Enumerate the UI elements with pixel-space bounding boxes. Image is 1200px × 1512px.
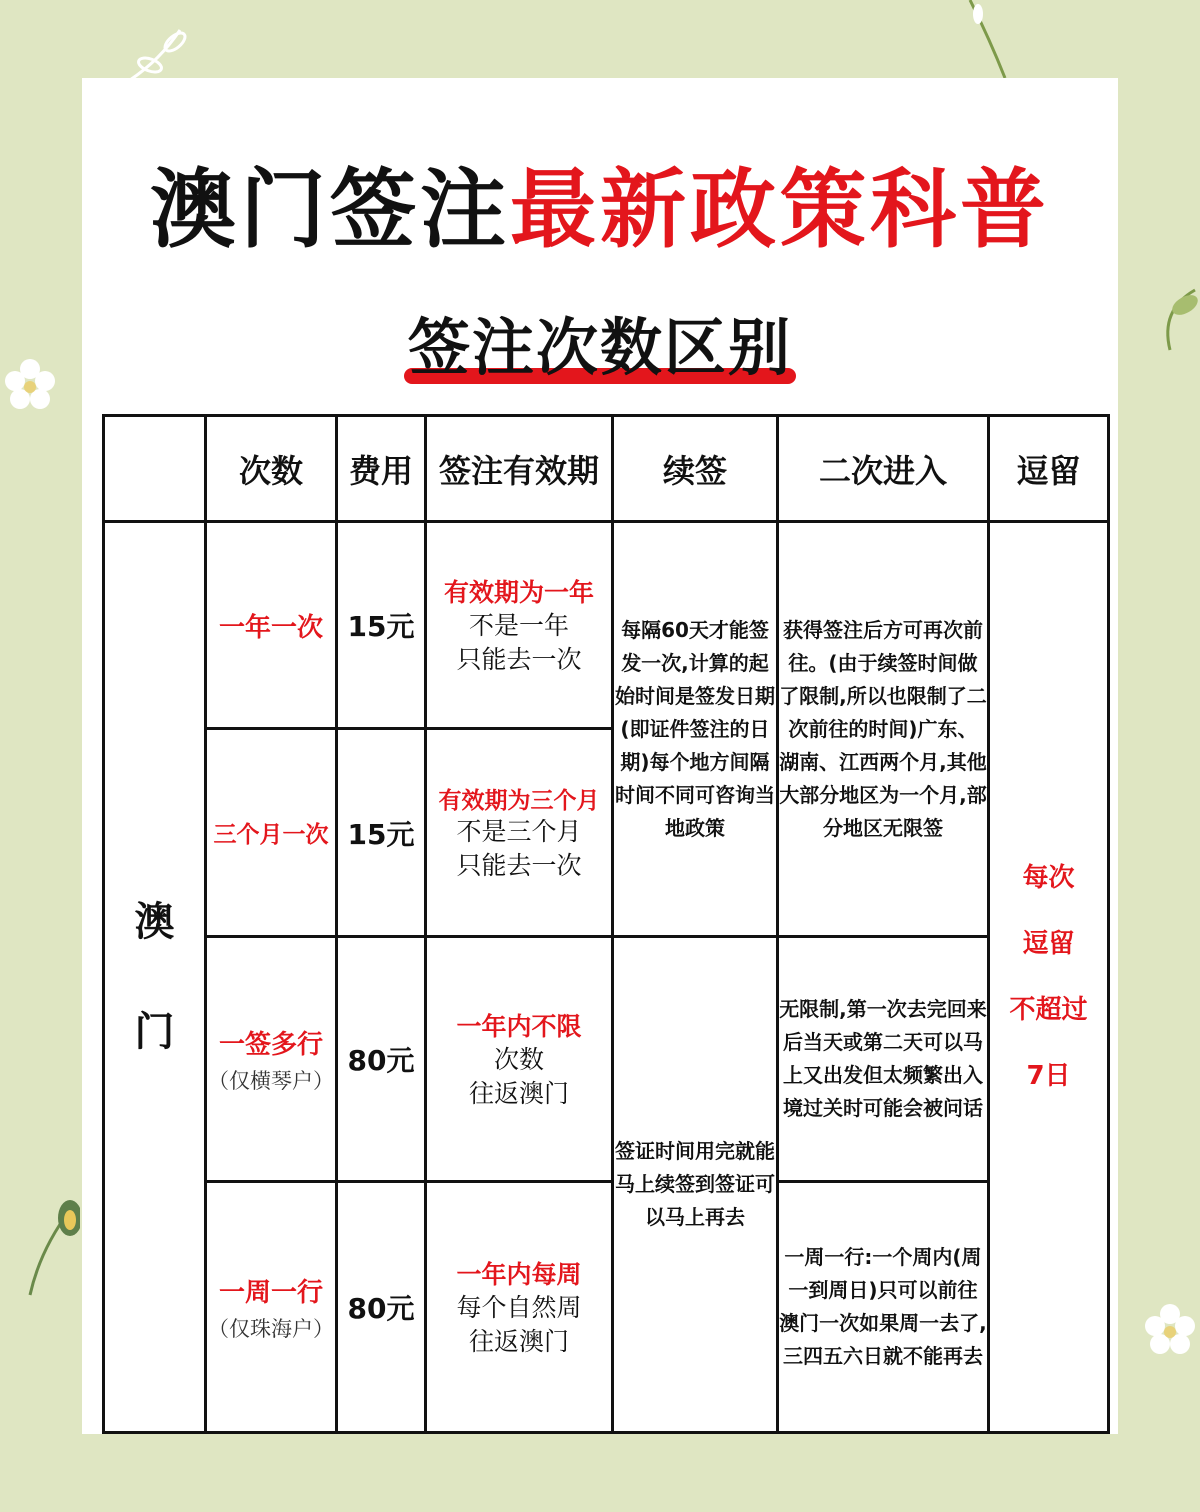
times-label: 一周一行 <box>218 1277 323 1308</box>
validity-line: 往返澳门 <box>468 1079 569 1108</box>
title-part-2: 最新政策科普 <box>510 160 1050 260</box>
validity-line: 次数 <box>493 1045 544 1074</box>
header-reentry: 二次进入 <box>778 416 989 522</box>
reentry-cell-a: 获得签注后方可再次前往。(由于续签时间做了限制,所以也限制了二次前往的时间)广东、湖南、江西两个月,其他大部分地区为一个月,部分地区无限签 <box>778 522 989 937</box>
stay-line: 每次 <box>1022 863 1075 893</box>
renewal-cell-a: 每隔60天才能签发一次,计算的起始时间是签发日期(即证件签注的日期)每个地方间隔时间不同可咨询当地政策 <box>613 522 778 937</box>
times-label: 三个月一次 <box>213 822 329 848</box>
table-header-row <box>104 416 1109 522</box>
times-cell <box>206 937 337 1182</box>
fee-value: 15元 <box>347 610 415 643</box>
header-stay: 逗留 <box>989 416 1109 522</box>
fee-cell <box>337 522 426 729</box>
reentry-cell-d: 一周一行:一个周内(周一到周日)只可以前往澳门一次如果周一去了,三四五六日就不能再去 <box>778 1182 989 1433</box>
fee-cell <box>337 1182 426 1433</box>
times-note: （仅珠海户） <box>208 1316 334 1341</box>
validity-cell <box>426 937 613 1182</box>
title-part-1: 澳门签注 <box>150 160 510 260</box>
validity-cell <box>426 1182 613 1433</box>
times-label: 一签多行 <box>218 1029 323 1060</box>
stay-cell <box>989 522 1109 1433</box>
times-cell <box>206 729 337 937</box>
header-validity: 签注有效期 <box>426 416 613 522</box>
header-fee: 费用 <box>337 416 426 522</box>
times-cell <box>206 1182 337 1433</box>
renewal-cell-b: 签证时间用完就能马上续签到签证可以马上再去 <box>613 937 778 1433</box>
validity-highlight: 有效期为三个月 <box>438 788 600 814</box>
times-cell <box>206 522 337 729</box>
validity-highlight: 有效期为一年 <box>443 578 594 607</box>
stay-line: 逗留 <box>1022 929 1075 959</box>
subtitle-text: 签注次数区别 <box>407 311 792 384</box>
stem-icon <box>950 0 1020 80</box>
table-row <box>104 937 1109 1182</box>
fee-value: 80元 <box>347 1044 415 1077</box>
stay-line: 不超过 <box>1009 995 1088 1025</box>
validity-cell <box>426 522 613 729</box>
header-blank <box>104 416 206 522</box>
table-row <box>104 522 1109 729</box>
header-times: 次数 <box>206 416 337 522</box>
fee-value: 15元 <box>347 817 415 851</box>
fee-cell <box>337 729 426 937</box>
validity-highlight: 一年内不限 <box>456 1012 582 1041</box>
validity-line: 不是三个月 <box>456 817 582 846</box>
times-label: 一年一次 <box>218 612 323 643</box>
header-renewal: 续签 <box>613 416 778 522</box>
fee-cell <box>337 937 426 1182</box>
flower-icon <box>1140 1300 1200 1360</box>
subtitle <box>408 310 792 386</box>
table-row <box>104 1182 1109 1433</box>
validity-line: 只能去一次 <box>456 645 582 674</box>
flower-bud-icon <box>20 1190 80 1300</box>
validity-cell <box>426 729 613 937</box>
region-cell <box>104 522 206 1433</box>
visa-comparison-table <box>102 414 1110 1434</box>
page-title <box>0 160 1200 260</box>
region-char-2: 门 <box>134 1009 175 1055</box>
validity-line: 只能去一次 <box>456 851 582 880</box>
validity-line: 往返澳门 <box>468 1327 569 1356</box>
validity-line: 不是一年 <box>468 611 569 640</box>
validity-highlight: 一年内每周 <box>456 1260 582 1289</box>
times-note: （仅横琴户） <box>208 1068 334 1093</box>
reentry-cell-c: 无限制,第一次去完回来后当天或第二天可以马上又出发但太频繁出入境过关时可能会被问话 <box>778 937 989 1182</box>
region-char-1: 澳 <box>134 899 175 945</box>
validity-line: 每个自然周 <box>456 1293 582 1322</box>
fee-value: 80元 <box>347 1292 415 1325</box>
stay-line: 7日 <box>1026 1061 1071 1091</box>
subtitle-wrap <box>0 310 1200 386</box>
